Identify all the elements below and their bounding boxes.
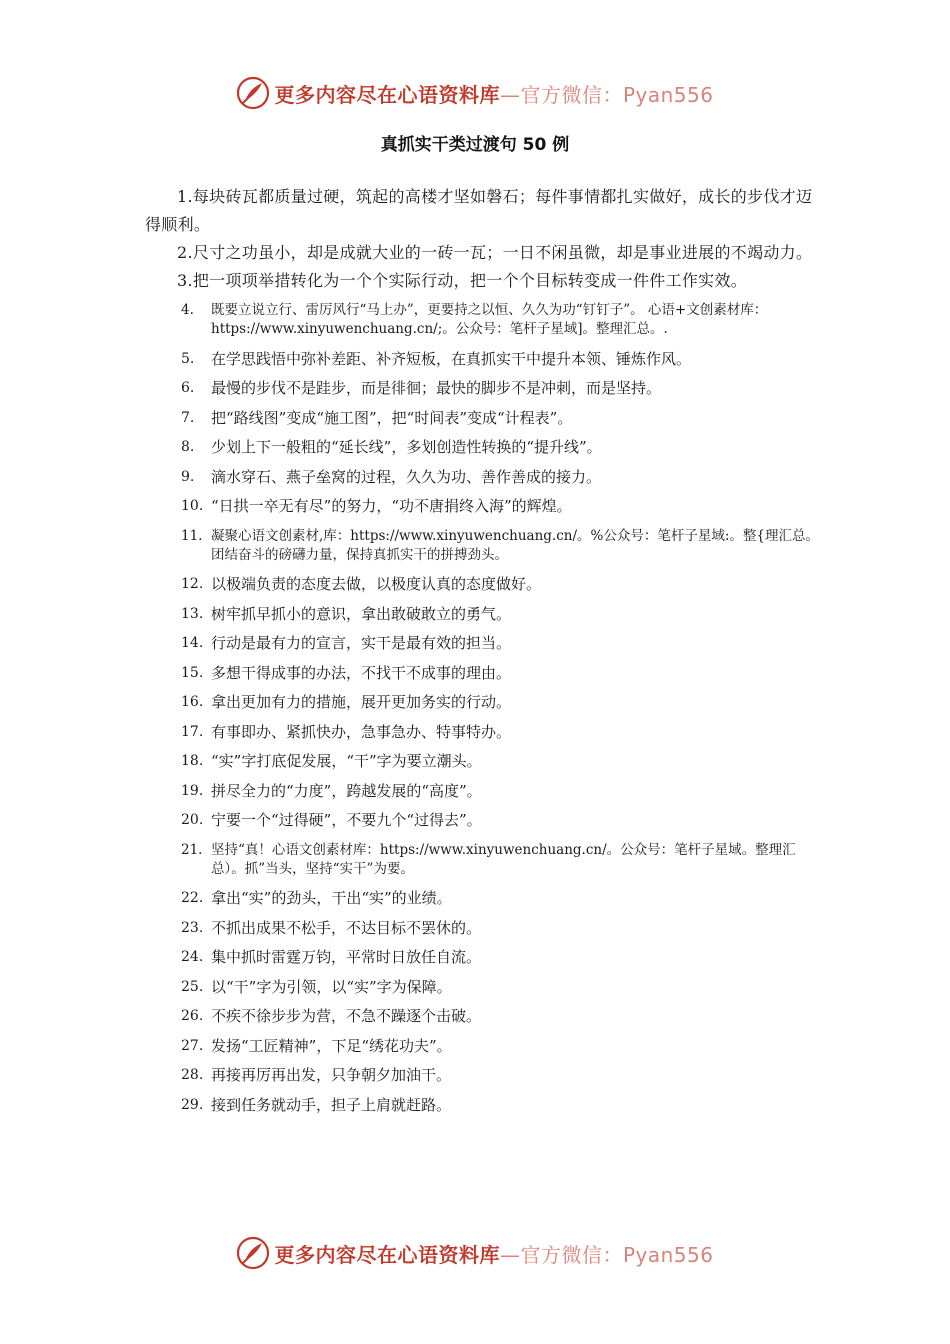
list-item-text: 行动是最有力的宣言，实干是最有效的担当。 [211, 634, 512, 652]
quill-logo-icon [236, 76, 270, 110]
banner-text [274, 1239, 713, 1268]
list-item-text: 把“路线图”变成“施工图”，把“时间表”变成“计程表”。 [211, 408, 573, 427]
footer-banner [0, 1233, 950, 1273]
list-item-number: 22. [181, 890, 204, 906]
list-item-number: 20. [181, 812, 204, 828]
list-item-number: 7. [181, 409, 195, 426]
banner-site-name: 更多内容尽在心语资料库 [274, 1242, 500, 1267]
list-item-text: “日拱一卒无有尽”的努力，“功不唐捐终入海”的辉煌。 [211, 497, 572, 515]
list-item [145, 605, 825, 624]
banner-site-name: 更多内容尽在心语资料库 [274, 82, 500, 107]
list-item-number: 8. [181, 439, 195, 455]
numbered-list [145, 301, 825, 1115]
list-item-text: 拼尽全力的“力度”，跨越发展的“高度”。 [211, 781, 482, 800]
list-item-text: 少划上下一般粗的“延长线”，多划创造性转换的“提升线”。 [211, 438, 602, 456]
list-item-number: 18. [181, 753, 204, 769]
list-item-text: 以“干”字为引领，以“实”字为保障。 [211, 977, 452, 996]
list-item [145, 350, 825, 369]
list-item [145, 841, 825, 879]
list-item-number: 6. [181, 380, 195, 396]
list-item-text: 不疾不徐步步为营，不急不躁逐个击破。 [211, 1007, 482, 1025]
paragraph-1: 1.每块砖瓦都质量过硬，筑起的高楼才坚如磐石；每件事情都扎实做好，成长的步伐才迈得顺利。 [145, 187, 813, 234]
list-item [145, 664, 825, 683]
list-item-text: 滴水穿石、燕子垒窝的过程，久久为功、善作善成的接力。 [211, 467, 602, 486]
list-item [145, 301, 825, 339]
list-item-number: 5. [181, 350, 195, 367]
list-item [145, 889, 825, 908]
list-item [145, 438, 825, 457]
list-item [145, 497, 825, 516]
list-item-text: 坚持“真！心语文创素材库：https://www.xinyuwenchuang.cn/。公众号：笔杆子星域。整理汇总）。抓”当头，坚持“实干”为要。 [211, 841, 796, 877]
list-item-number: 23. [181, 919, 204, 936]
list-item-number: 11. [181, 527, 203, 544]
list-item-text: 宁要一个“过得硬”，不要九个“过得去”。 [211, 811, 482, 829]
list-item [145, 1096, 825, 1115]
list-item-text: 再接再厉再出发，只争朝夕加油干。 [211, 1066, 452, 1084]
list-item-text: 集中抓时雷霆万钧，平常时日放任自流。 [211, 948, 482, 966]
list-item [145, 1007, 825, 1026]
banner-text [274, 79, 713, 108]
banner-wechat: —官方微信：Pyan556 [499, 1242, 714, 1267]
list-item [145, 723, 825, 742]
list-item [145, 379, 825, 398]
paragraph-2: 2.尺寸之功虽小，却是成就大业的一砖一瓦；一日不闲虽微，却是事业进展的不竭动力。 [177, 243, 813, 262]
header-banner [0, 73, 950, 113]
list-item [145, 919, 825, 938]
list-item [145, 811, 825, 830]
list-item-number: 26. [181, 1008, 204, 1024]
list-item [145, 978, 825, 997]
list-item-number: 12. [181, 576, 204, 592]
list-item-text: 既要立说立行、雷厉风行“马上办”，更要持之以恒、久久为功“钉钉子”。 心语+文创素材库：https://www.xinyuwenchuang.cn/;。公众号：笔杆子星域]。整理汇总。. [211, 302, 768, 337]
list-item-text: 有事即办、紧抓快办，急事急办、特事特办。 [211, 722, 512, 741]
list-item-text: “实”字打底促发展，“干”字为要立潮头。 [211, 752, 482, 770]
list-item-text: 凝聚心语文创素材,库：https://www.xinyuwenchuang.cn/。%公众号：笔杆子星域:。整{理汇总。团结奋斗的磅礴力量，保持真抓实干的拼搏劲头。 [211, 527, 819, 563]
list-item-text: 接到任务就动手，担子上肩就赶路。 [211, 1095, 452, 1114]
list-item-number: 16. [181, 694, 204, 710]
list-item-text: 拿出“实”的劲头，干出“实”的业绩。 [211, 889, 452, 907]
list-item [145, 575, 825, 594]
paragraph-3: 3.把一项项举措转化为一个个实际行动，把一个个目标转变成一件件工作实效。 [177, 271, 748, 290]
list-item-text: 以极端负责的态度去做，以极度认真的态度做好。 [211, 575, 542, 593]
list-item-text: 发扬“工匠精神”，下足“绣花功夫”。 [211, 1036, 452, 1055]
document-body [145, 183, 825, 1125]
list-item-text: 拿出更加有力的措施，展开更加务实的行动。 [211, 693, 512, 711]
list-item-text: 树牢抓早抓小的意识，拿出敢破敢立的勇气。 [211, 604, 512, 623]
quill-logo-icon [236, 1236, 270, 1270]
list-item [145, 634, 825, 653]
list-item-number: 14. [181, 635, 204, 651]
list-item-number: 25. [181, 978, 204, 995]
list-item-number: 15. [181, 664, 204, 681]
list-item [145, 1037, 825, 1056]
list-item [145, 468, 825, 487]
list-item-number: 27. [181, 1037, 204, 1054]
list-item [145, 752, 825, 771]
list-item-text: 多想干得成事的办法，不找干不成事的理由。 [211, 663, 512, 682]
list-item-text: 最慢的步伐不是跬步，而是徘徊；最快的脚步不是冲刺，而是坚持。 [211, 379, 662, 397]
list-item [145, 527, 825, 565]
list-item-text: 不抓出成果不松手，不达目标不罢休的。 [211, 918, 482, 937]
list-item-number: 17. [181, 723, 204, 740]
list-item-number: 9. [181, 468, 195, 485]
list-item [145, 782, 825, 801]
document-title: 真抓实干类过渡句 50 例 [380, 135, 570, 155]
list-item-number: 21. [181, 841, 203, 858]
list-item-number: 13. [181, 605, 204, 622]
list-item-number: 19. [181, 782, 204, 799]
list-item-number: 10. [181, 498, 204, 514]
list-item [145, 693, 825, 712]
list-item-number: 4. [181, 302, 194, 318]
list-item-number: 24. [181, 949, 204, 965]
list-item-number: 28. [181, 1067, 204, 1083]
list-item-number: 29. [181, 1096, 204, 1113]
list-item [145, 409, 825, 428]
list-item [145, 1066, 825, 1085]
list-item-text: 在学思践悟中弥补差距、补齐短板，在真抓实干中提升本领、锤炼作风。 [211, 349, 692, 368]
banner-wechat: —官方微信：Pyan556 [499, 82, 714, 107]
list-item [145, 948, 825, 967]
